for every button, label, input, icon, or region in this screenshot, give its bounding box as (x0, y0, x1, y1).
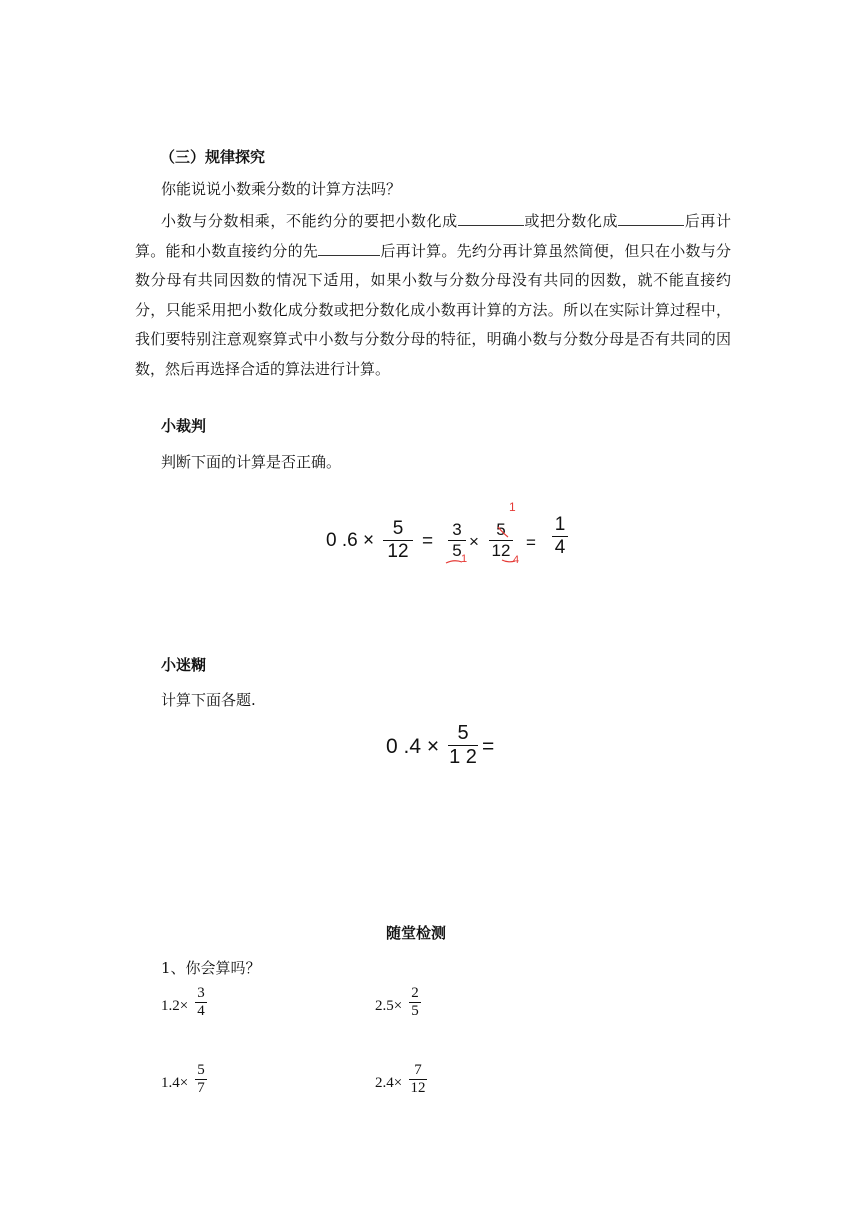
method-paragraph (135, 207, 731, 384)
fraction-numerator: 2 (411, 985, 419, 1001)
fraction-numerator: 5 (457, 722, 469, 744)
exercise-fraction (195, 985, 207, 1020)
fraction-denominator: 4 (554, 537, 566, 558)
fill-blank-3 (318, 243, 380, 256)
exercise-fraction (409, 985, 421, 1020)
exercise-fraction (195, 1062, 207, 1097)
confused-fraction (448, 722, 478, 769)
confused-title: 小迷糊 (161, 656, 207, 674)
judge-fraction-1 (383, 518, 413, 563)
exercise-lead: 1.2× (161, 998, 189, 1014)
judge-equals-1: = (422, 531, 434, 552)
confused-equals: = (482, 735, 495, 758)
section-title: （三）规律探究 (160, 148, 266, 166)
check-title: 随堂检测 (386, 924, 447, 942)
fraction-denominator: 12 (410, 1080, 426, 1096)
fraction-denominator: 4 (197, 1003, 205, 1019)
judge-equals-2: = (526, 533, 536, 552)
fraction-denominator: 5 (452, 541, 462, 560)
exercise-lead: 2.4× (375, 1075, 403, 1091)
fraction-numerator: 1 (554, 514, 566, 535)
para-text-3: 后再计算。能和小数直接约分的先 (135, 212, 731, 260)
fraction-denominator: 7 (197, 1080, 205, 1096)
fill-blank-2 (618, 213, 684, 226)
judge-times: × (469, 532, 479, 551)
judge-instruction: 判断下面的计算是否正确。 (161, 453, 342, 471)
judge-result-fraction (552, 514, 568, 559)
exercise-lead: 2.5× (375, 998, 403, 1014)
red-strike-marks (440, 515, 530, 570)
fraction-denominator: 5 (411, 1003, 419, 1019)
question-text: 你能说说小数乘分数的计算方法吗？ (161, 180, 402, 198)
red-mark-den2: 1 (461, 553, 468, 565)
question-1: 1、你会算吗？ (161, 959, 261, 977)
exercise-fraction (409, 1062, 427, 1097)
red-mark-top: 1 (509, 500, 516, 514)
para-text-1: 小数与分数相乘，不能约分的要把小数化成 (161, 212, 458, 230)
fraction-numerator: 7 (414, 1062, 422, 1078)
judge-decimal: 0 .6 × (326, 530, 375, 551)
confused-instruction: 计算下面各题. (161, 691, 256, 709)
fraction-numerator: 5 (496, 520, 506, 539)
fraction-numerator: 3 (197, 985, 205, 1001)
fill-blank-1 (458, 213, 524, 226)
para-text-2: 或把分数化成 (523, 212, 619, 230)
fraction-denominator: 12 (491, 541, 511, 560)
fraction-denominator: 12 (387, 541, 409, 562)
confused-decimal: 0 .4 × (386, 735, 440, 758)
fraction-numerator: 3 (452, 520, 462, 539)
fraction-numerator: 5 (197, 1062, 205, 1078)
exercise-lead: 1.4× (161, 1075, 189, 1091)
red-mark-den3: 4 (513, 554, 520, 566)
para-text-4: 后再计算。先约分再计算虽然简便，但只在小数与分数分母有共同因数的情况下适用，如果小数与分数分母没有共同的因数，就不能直接约分，只能采用把小数化成分数或把分数化成小数再计算的方法。所以在实际计算过程中，我们要特别注意观察算式中小数与分数分母的特征，明确小数与分数分母是否有共同的因数，然后再选择合适的算法进行计算。 (135, 241, 731, 378)
judge-title: 小裁判 (161, 417, 207, 435)
fraction-denominator: 1 2 (449, 746, 477, 768)
fraction-numerator: 5 (392, 518, 404, 539)
